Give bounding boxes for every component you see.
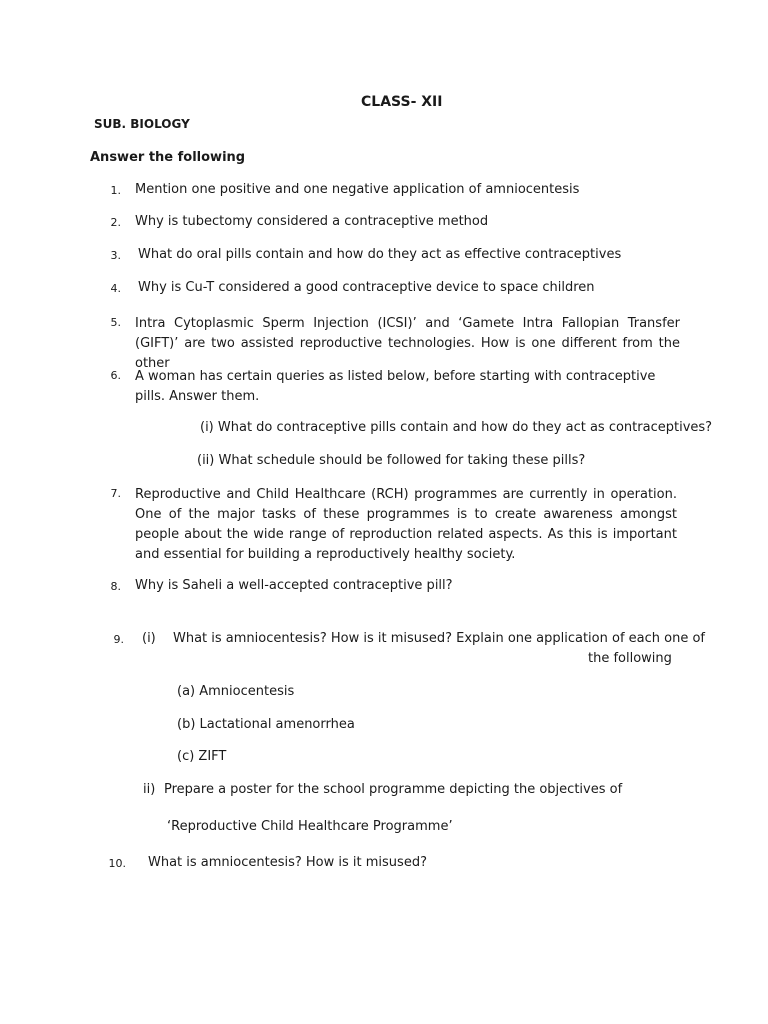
part-label: ii) [143,782,156,797]
part-label: (i) [142,631,156,646]
question-text: Intra Cytoplasmic Sperm Injection (ICSI)’ and ‘Gamete Intra Fallopian Transfer (GIFT)’ are two assisted reproductive technologies. How is one different from the other [135,316,680,371]
question-text: Why is tubectomy considered a contraceptive method [135,214,489,229]
subject-label: SUB. BIOLOGY [94,117,190,131]
question-text: Why is Cu-T considered a good contraceptive device to space children [138,280,595,295]
sub-question: (ii) What schedule should be followed for taking these pills? [197,453,586,468]
question-text: What is amniocentesis? How is it misused? Explain one application of each one of [173,631,705,646]
option-item: (c) ZIFT [177,749,227,764]
instruction-heading: Answer the following [90,150,246,165]
question-number: 2. [110,216,121,229]
programme-quote: ‘Reproductive Child Healthcare Programme’ [167,819,453,834]
question-number: 6. [110,369,121,382]
option-item: (a) Amniocentesis [177,684,295,699]
question-text: Reproductive and Child Healthcare (RCH) programmes are currently in operation. One of the major tasks of these programmes is to create awareness amongst people about the wide range of reproduction related aspects. As this is important and essential for building a reproductively healthy society. [135,487,677,562]
class-title: CLASS- XII [361,94,443,110]
question-text: Prepare a poster for the school programme depicting the objectives of [164,782,623,797]
question-number: 7. [110,487,121,500]
question-text-continued: the following [588,651,672,666]
question-text: What do oral pills contain and how do they act as effective contraceptives [138,247,622,262]
question-text: What is amniocentesis? How is it misused? [148,855,427,870]
sub-question: (i) What do contraceptive pills contain and how do they act as contraceptives? [200,420,713,435]
option-item: (b) Lactational amenorrhea [177,717,355,732]
question-number: 1. [110,184,121,197]
question-text: Why is Saheli a well-accepted contraceptive pill? [135,578,453,593]
question-number: 9. [113,633,124,646]
question-number: 10. [108,857,126,870]
question-number: 4. [110,282,121,295]
question-number: 5. [110,316,121,329]
question-number: 8. [110,580,121,593]
question-text: A woman has certain queries as listed below, before starting with contraceptive pills. Answer them. [135,369,656,404]
question-text: Mention one positive and one negative application of amniocentesis [135,182,580,197]
question-number: 3. [110,249,121,262]
